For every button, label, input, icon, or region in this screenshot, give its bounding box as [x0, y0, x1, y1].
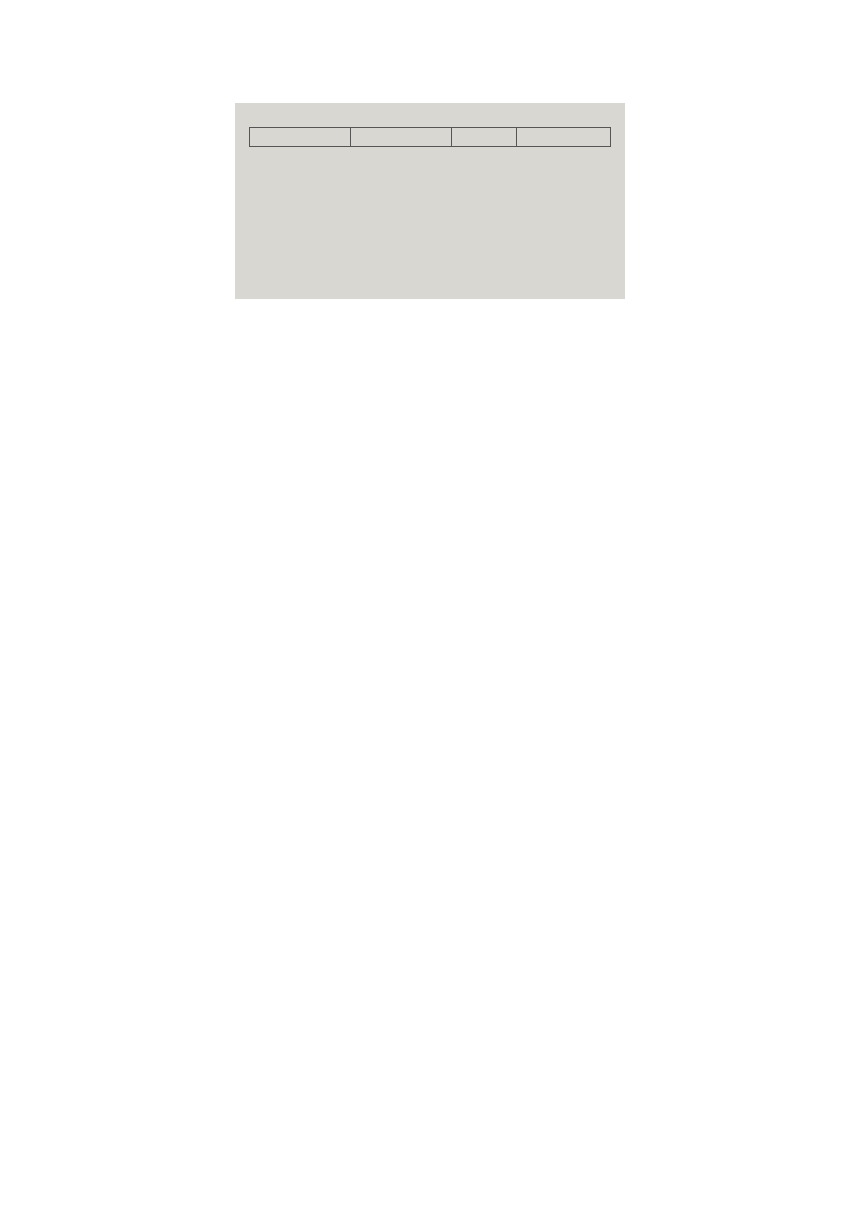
header-note	[517, 128, 611, 147]
temple-statistics-table	[249, 127, 611, 289]
document-page	[130, 100, 736, 301]
table-header-row	[250, 128, 611, 147]
header-temples	[351, 128, 452, 147]
table-photo	[235, 103, 625, 299]
header-era	[250, 128, 351, 147]
header-monks	[452, 128, 517, 147]
